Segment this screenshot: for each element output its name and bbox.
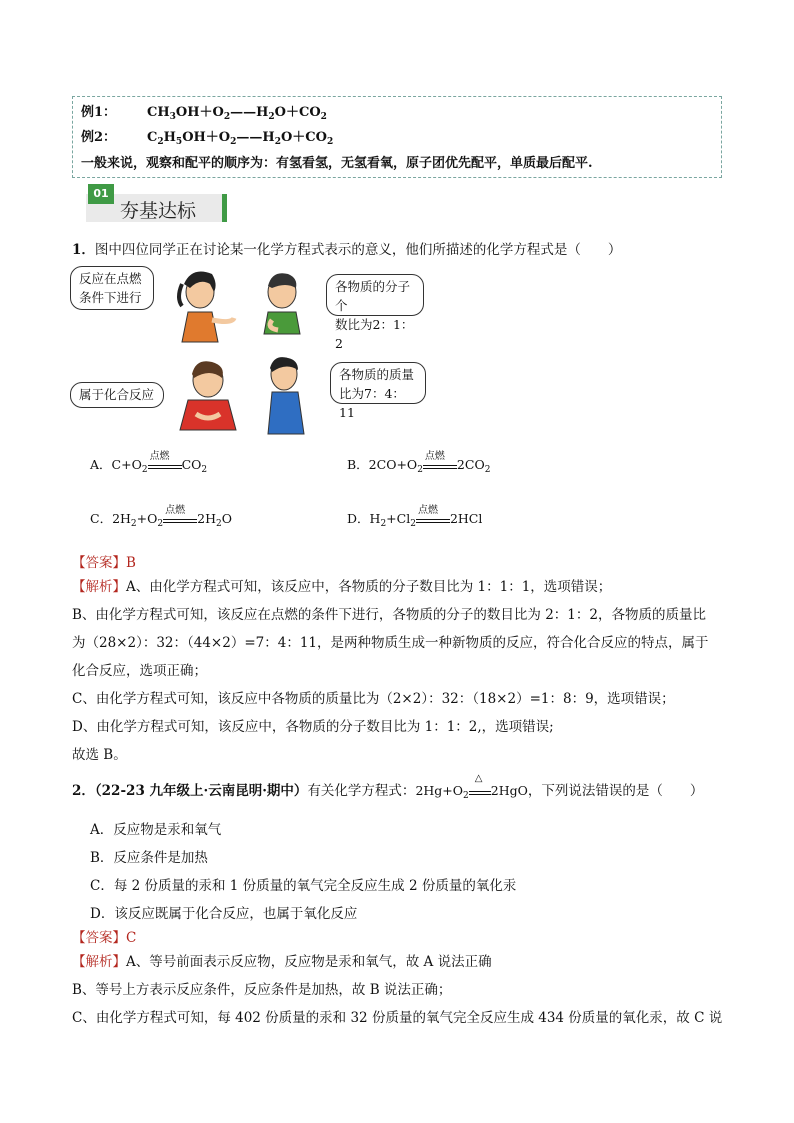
q2-options — [90, 816, 516, 928]
option-b[interactable]: B．$2CO+O_2$ 点燃 $2CO_2$ — [347, 450, 491, 475]
q1-analysis: 【解析】A、由化学方程式可知，该反应中，各物质的分子数目比为 1：1：1，选项错误； B、由化学方程式可知，该反应在点燃的条件下进行，各物质的分子的数目比为 2：1：2，各物质的质量比 为（28×2）：32：（44×2）=7：4：11，是两种物质生成一种新物质的反应，符合化合反应的特点，属于 化合反应，选项正确； C、由化学方程式可知，该反应中各物质的质量比为（2×2）：32：（18×2）=1：8：9，选项错误； D、由化学方程式可知，该反应中，各物质的分子数目比为 1：1：2,，选项错误; 故选 B。 — [72, 579, 709, 763]
section-title: 夯基达标 — [120, 200, 197, 222]
q1-answer: 【答案】B — [72, 555, 136, 571]
example-box — [72, 96, 722, 178]
q2-option-c[interactable]: C．每 2 份质量的汞和 1 份质量的氧气完全反应生成 2 份质量的氧化汞 — [90, 878, 517, 894]
section-header — [82, 184, 232, 224]
bubble-girl: 反应在点燃 条件下进行 — [70, 266, 154, 310]
bubble-boy-1: 各物质的分子个 数比为2：1：2 — [326, 274, 424, 316]
option-d[interactable]: D．$H_2+Cl_2$ 点燃 2HCl — [347, 504, 483, 529]
example-2: 例2： $C_2H_5OH+O_2——H_2O+CO_2$ — [81, 130, 334, 147]
boy-figure-3 — [268, 357, 304, 434]
section-badge: 01 — [88, 184, 114, 204]
bubble-boy-3: 各物质的质量 比为7：4：11 — [330, 362, 426, 404]
question-2-stem: 2．（22-23 九年级上·云南昆明·期中）有关化学方程式：$2Hg+O_2$ △ 2HgO，下列说法错误的是（ ） — [72, 772, 704, 801]
boy-figure-2 — [180, 361, 236, 430]
option-a[interactable]: A．$C+O_2$ 点燃 $CO_2$ — [90, 450, 208, 475]
girl-figure — [179, 272, 234, 342]
question-1-stem: 1．图中四位同学正在讨论某一化学方程式表示的意义，他们所描述的化学方程式是（ ） — [72, 242, 622, 258]
q2-option-a[interactable]: A．反应物是汞和氧气 — [90, 822, 222, 838]
q2-option-b[interactable]: B．反应条件是加热 — [90, 850, 208, 866]
example-1: 例1： $CH_3OH+O_2——H_2O+CO_2$ — [81, 105, 327, 122]
q2-analysis: 【解析】A、等号前面表示反应物，反应物是汞和氧气，故 A 说法正确 B、等号上方表示反应条件，反应条件是加热，故 B 说法正确； C、由化学方程式可知，每 402 份质量的汞和 32 份质量的氧气完全反应生成 434 份质量的氧化汞，故 C 说 — [72, 954, 723, 1026]
bubble-boy-2: 属于化合反应 — [70, 382, 164, 408]
boy-figure-1 — [264, 273, 300, 334]
q2-option-d[interactable]: D．该反应既属于化合反应，也属于氧化反应 — [90, 906, 358, 922]
balancing-rule: 一般来说，观察和配平的顺序为：有氢看氢，无氢看氧，原子团优先配平，单质最后配平. — [81, 156, 593, 171]
q2-answer: 【答案】C — [72, 930, 137, 946]
option-c[interactable]: C．$2H_2+O_2$ 点燃 $2H_2O$ — [90, 504, 232, 529]
